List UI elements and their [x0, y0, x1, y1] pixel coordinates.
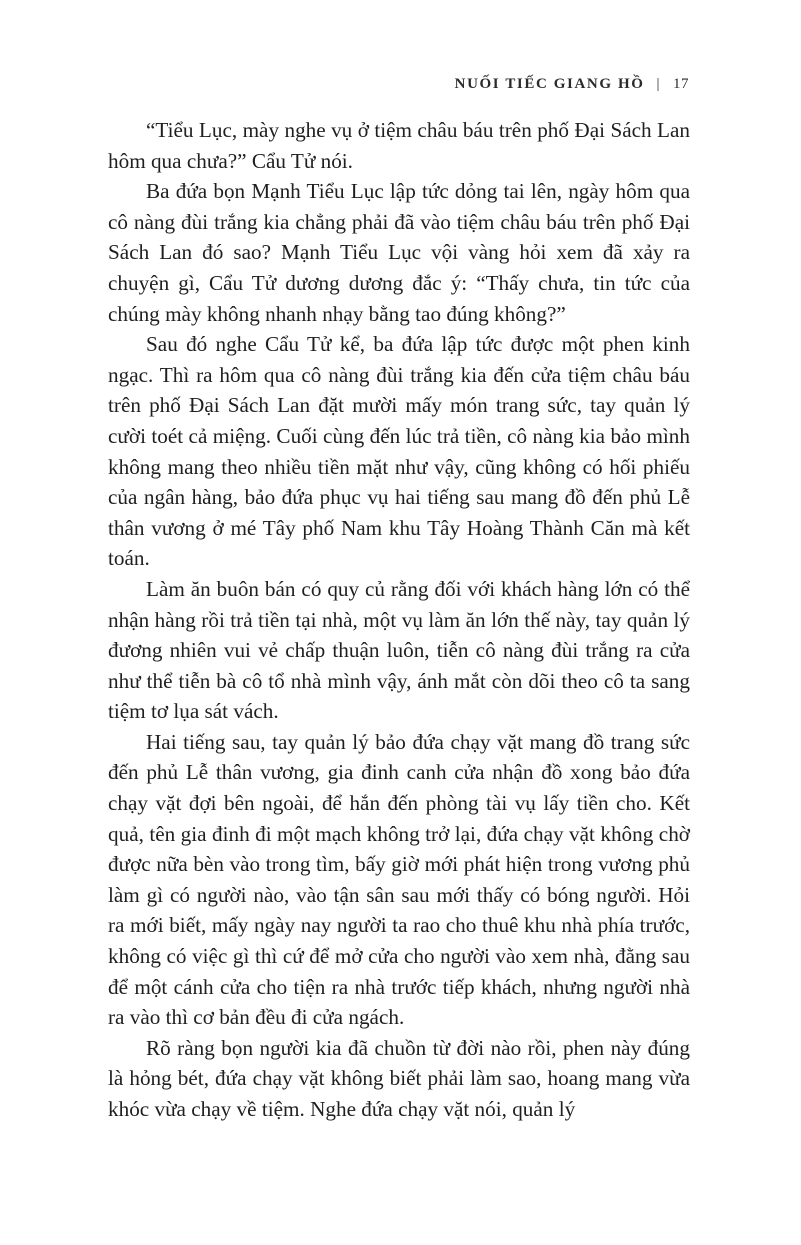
paragraph-4: Làm ăn buôn bán có quy củ rằng đối với khách hàng lớn có thể nhận hàng rồi trả tiền tại nhà, một vụ làm ăn lớn thế này, tay quản lý đương nhiên vui vẻ chấp thuận luôn, tiễn cô nàng đùi trắng ra cửa như thể tiễn bà cô tổ nhà mình vậy, ánh mắt còn dõi theo cô ta sang tiệm tơ lụa sát vách. [108, 576, 690, 724]
paragraph-6: Rõ ràng bọn người kia đã chuồn từ đời nào rồi, phen này đúng là hỏng bét, đứa chạy vặt không biết phải làm sao, hoang mang vừa khóc vừa chạy về tiệm. Nghe đứa chạy vặt nói, quản lý [108, 1035, 690, 1121]
running-header [455, 72, 689, 96]
book-title: NUỐI TIẾC GIANG HỒ [454, 75, 645, 92]
paragraph-5: Hai tiếng sau, tay quản lý bảo đứa chạy vặt mang đồ trang sức đến phủ Lễ thân vương, gia đinh canh cửa nhận đồ xong bảo đứa chạy vặt đợi bên ngoài, để hắn đến phòng tài vụ lấy tiền cho. Kết quả, tên gia đinh đi một mạch không trở lại, đứa chạy vặt không chờ được nữa bèn vào trong tìm, bấy giờ mới phát hiện trong vương phủ làm gì có người nào, vào tận sân sau mới thấy có bóng người. Hỏi ra mới biết, mấy ngày nay người ta rao cho thuê khu nhà phía trước, không có việc gì thì cứ để mở cửa cho người vào xem nhà, đằng sau để một cánh cửa cho tiện ra nhà trước tiếp khách, nhưng người nhà ra vào thì cơ bản đều đi cửa ngách. [108, 729, 690, 1030]
header-separator: | [656, 75, 661, 92]
body-text [108, 115, 690, 1125]
paragraph-2: Ba đứa bọn Mạnh Tiểu Lục lập tức dỏng tai lên, ngày hôm qua cô nàng đùi trắng kia chẳng phải đã vào tiệm châu báu trên phố Đại Sách Lan đó sao? Mạnh Tiểu Lục vội vàng hỏi xem đã xảy ra chuyện gì, Cẩu Tử dương dương đắc ý: “Thấy chưa, tin tức của chúng mày không nhanh nhạy bằng tao đúng không?” [108, 179, 690, 326]
paragraph-3: Sau đó nghe Cẩu Tử kể, ba đứa lập tức được một phen kinh ngạc. Thì ra hôm qua cô nàng đùi trắng kia đến cửa tiệm châu báu trên phố Đại Sách Lan đặt mười mấy món trang sức, tay quản lý cười toét cả miệng. Cuối cùng đến lúc trả tiền, cô nàng kia bảo mình không mang theo nhiều tiền mặt như vậy, cũng không có hối phiếu của ngân hàng, bảo đứa phục vụ hai tiếng sau mang đồ đến phủ Lễ thân vương ở mé Tây phố Nam khu Tây Hoàng Thành Căn mà kết toán. [108, 332, 690, 571]
page-number: 17 [673, 75, 689, 92]
paragraph-1: “Tiểu Lục, mày nghe vụ ở tiệm châu báu trên phố Đại Sách Lan hôm qua chưa?” Cẩu Tử nói. [108, 118, 690, 173]
